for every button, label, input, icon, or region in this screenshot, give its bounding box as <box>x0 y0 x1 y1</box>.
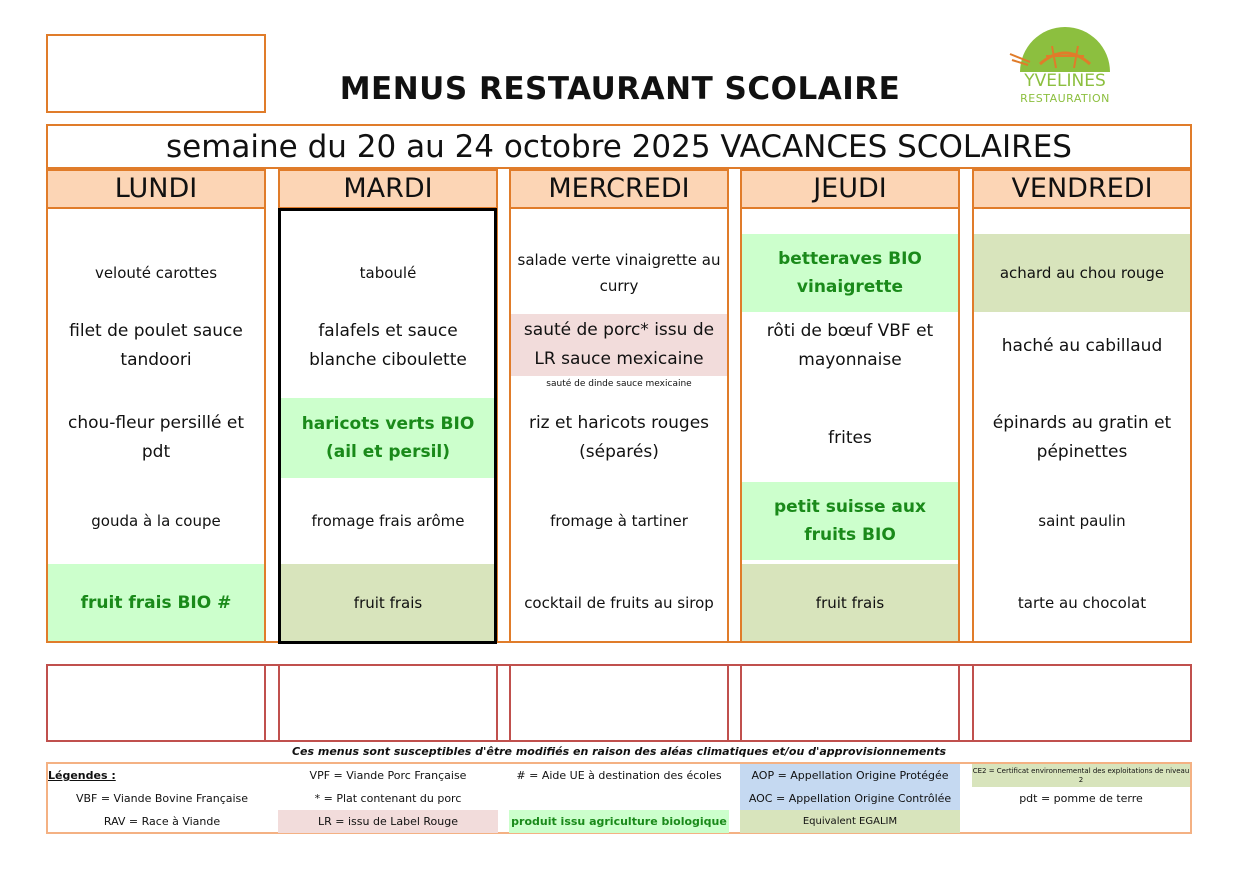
page-title: MENUS RESTAURANT SCOLAIRE <box>339 71 901 107</box>
legend-aop: AOP = Appellation Origine Protégée <box>740 764 960 787</box>
legend-aoc: AOC = Appellation Origine Contrôlée <box>740 787 960 810</box>
legend-title: Légendes : <box>48 769 116 782</box>
blank-header-box <box>46 34 266 113</box>
mercredi-plat: sauté de porc* issu de LR sauce mexicaine <box>511 314 727 376</box>
jeudi-fromage: petit suisse aux fruits BIO <box>742 482 958 560</box>
mardi-dessert: fruit frais <box>280 564 496 641</box>
bottom-cell-mercredi <box>509 664 729 742</box>
mardi-entree: taboulé <box>359 264 417 282</box>
legend-lr: LR = issu de Label Rouge <box>278 810 498 833</box>
legend-rav: RAV = Race à Viande <box>103 815 221 828</box>
logo-subtitle: RESTAURATION <box>1020 92 1110 105</box>
mercredi-accompagnement: riz et haricots rouges (séparés) <box>528 413 710 462</box>
week-title: semaine du 20 au 24 octobre 2025 VACANCES SCOLAIRES <box>46 124 1192 169</box>
legend-egalim: Equivalent EGALIM <box>740 810 960 833</box>
mercredi-plat-alternative: sauté de dinde sauce mexicaine <box>546 379 692 389</box>
vendredi-plat: haché au cabillaud <box>1001 335 1163 356</box>
mercredi-dessert: cocktail de fruits au sirop <box>524 593 714 612</box>
mercredi-entree: salade verte vinaigrette au curry <box>517 251 721 295</box>
lundi-fromage: gouda à la coupe <box>91 512 221 530</box>
vendredi-entree: achard au chou rouge <box>974 234 1190 312</box>
lundi-dessert: fruit frais BIO # <box>48 564 264 641</box>
bottom-cell-vendredi <box>972 664 1192 742</box>
jeudi-accompagnement: frites <box>828 427 872 448</box>
bottom-cell-lundi <box>46 664 266 742</box>
legend-pdt: pdt = pomme de terre <box>1019 792 1143 805</box>
mardi-plat: falafels et sauce blanche ciboulette <box>309 321 467 370</box>
legend-ce2: CE2 = Certificat environnemental des exploitations de niveau 2 <box>972 764 1190 787</box>
day-header-mardi: MARDI <box>278 169 498 209</box>
legend-bio: produit issu agriculture biologique <box>509 810 729 833</box>
mardi-accompagnement: haricots verts BIO (ail et persil) <box>280 398 496 478</box>
mercredi-fromage: fromage à tartiner <box>550 512 688 530</box>
jeudi-plat: rôti de bœuf VBF et mayonnaise <box>766 321 934 370</box>
day-header-lundi: LUNDI <box>46 169 266 209</box>
vendredi-accompagnement: épinards au gratin et pépinettes <box>992 413 1172 462</box>
jeudi-dessert: fruit frais <box>742 564 958 641</box>
mardi-fromage: fromage frais arôme <box>311 512 465 530</box>
legend-vbf: VBF = Viande Bovine Française <box>75 792 249 805</box>
lundi-plat: filet de poulet sauce tandoori <box>69 321 243 370</box>
vendredi-fromage: saint paulin <box>1038 512 1126 530</box>
disclaimer-note: Ces menus sont susceptibles d'être modifiés en raison des aléas climatiques et/ou d'approvisionnements <box>291 745 947 758</box>
day-header-mercredi: MERCREDI <box>509 169 729 209</box>
vendredi-dessert: tarte au chocolat <box>1017 593 1147 612</box>
legend-porc: * = Plat contenant du porc <box>314 792 462 805</box>
bottom-cell-jeudi <box>740 664 960 742</box>
current-day-frame <box>278 208 497 644</box>
bottom-cell-mardi <box>278 664 498 742</box>
legend-ue: # = Aide UE à destination des écoles <box>516 769 722 782</box>
logo-name: YVELINES <box>1024 71 1106 91</box>
day-header-vendredi: VENDREDI <box>972 169 1192 209</box>
day-header-jeudi: JEUDI <box>740 169 960 209</box>
lundi-accompagnement: chou-fleur persillé et pdt <box>67 413 245 462</box>
jeudi-entree: betteraves BIO vinaigrette <box>742 234 958 312</box>
legend-vpf: VPF = Viande Porc Française <box>309 769 467 782</box>
lundi-entree: velouté carottes <box>94 264 218 282</box>
